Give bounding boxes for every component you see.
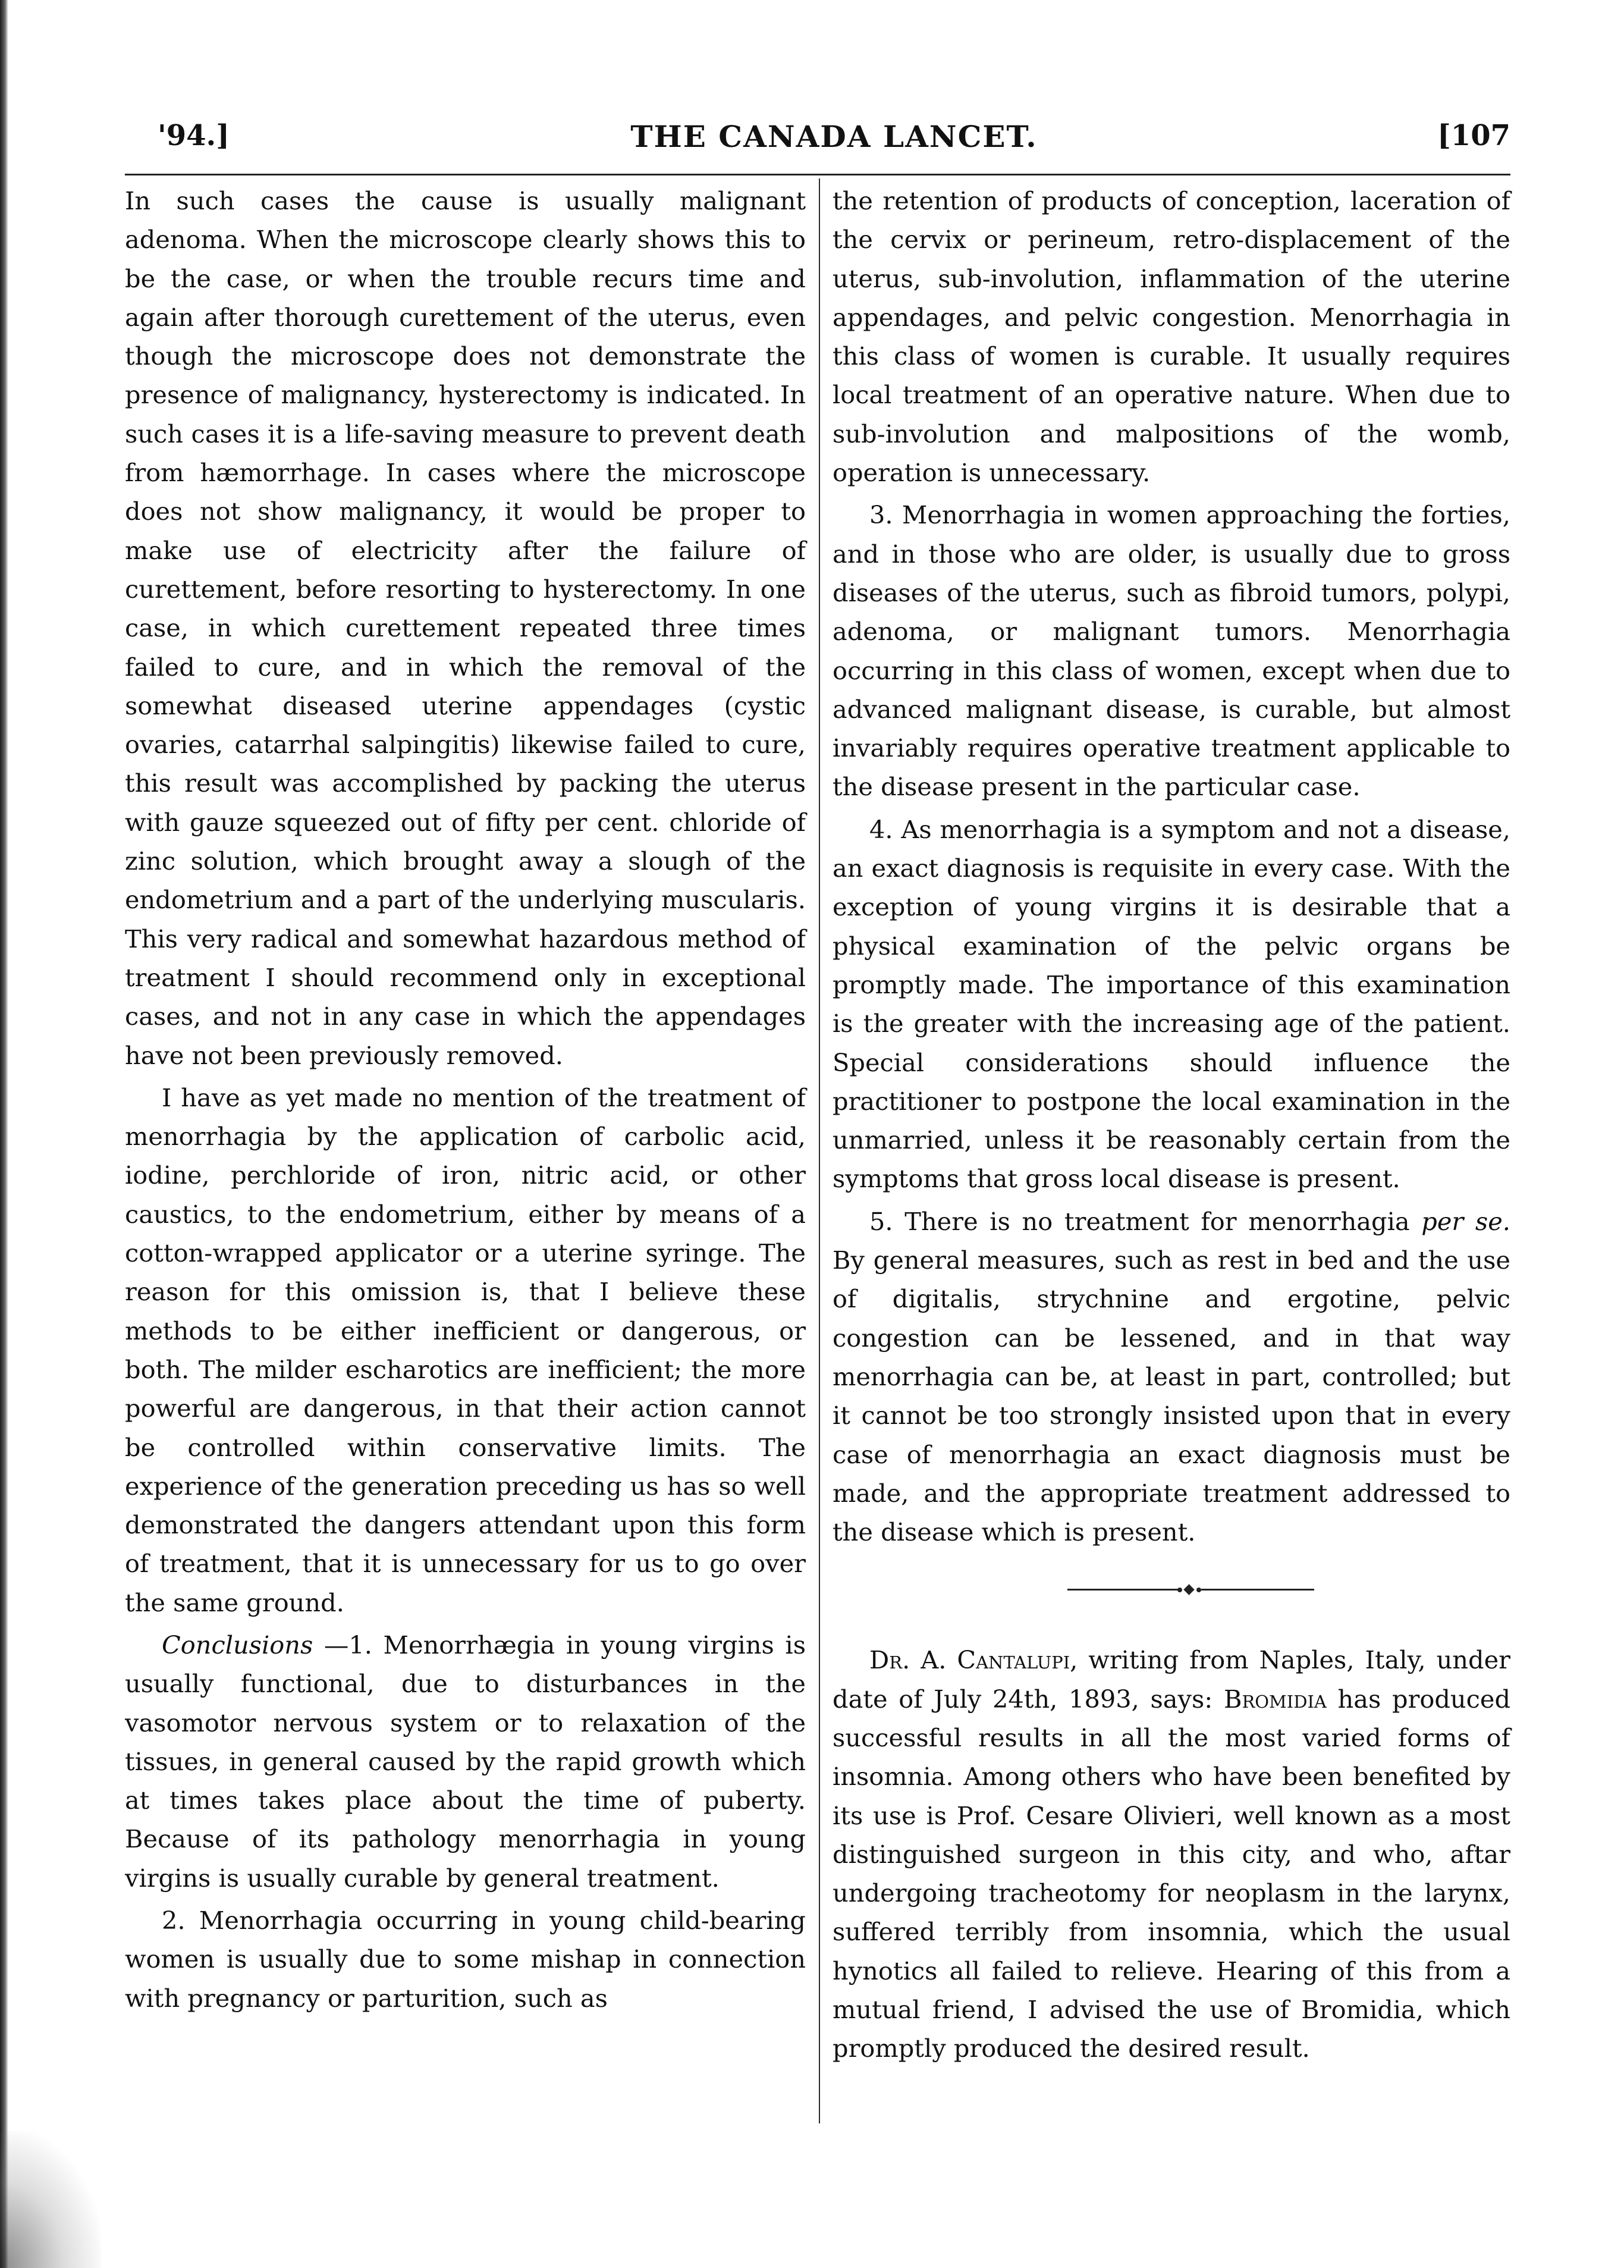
paragraph-caustics: I have as yet made no mention of the treatment of menorrhagia by the application of carbolic acid, iodine, perchloride of iron, nitric acid, or other caustics, to the endometrium, either by means of a cotton-wrapped applicator or a uterine syringe. The reason for this omission is, that I believe these methods to be either inefficient or dangerous, or both. The milder escharotics are inefficient; the more powerful are dangerous, in that their action cannot be controlled within conservative limits. The experience of the generation preceding us has so well demonstrated the dangers attendant upon this form of treatment, that it is unnecessary for us to go over the same ground.	[125, 1083, 806, 1617]
column-divider	[819, 178, 820, 2123]
section-ornament	[833, 1551, 1510, 1640]
conclusions-1-text: —1. Menorrhægia in young virgins is usually functional, due to disturbances in the vasomotor nervous system or to relaxation of the tissues, in general caused by the rapid growth which at times takes place about the time of puberty. Because of its pathology menorrhagia in young virgins is usually curable by general treatment.	[125, 1630, 806, 1893]
ornament-line-right	[1201, 1589, 1314, 1591]
ornament-dot-right	[1196, 1588, 1201, 1592]
paragraph-conclusions-4: 4. As menorrhagia is a symptom and not a disease, an exact diagnosis is requisite in every case. With the exception of young virgins it is desirable that a physical examination of the pelvic organs be promptly made. The importance of this examination is the greater with the increasing age of the patient. Special considerations should influence the practitioner to postpone the local examination in the unmarried, unless it be reasonably certain from the symptoms that gross local disease is present.	[833, 814, 1510, 1194]
page-binding-edge	[0, 0, 8, 2268]
page-corner-smudge	[0, 2131, 101, 2268]
header-rule	[125, 174, 1510, 175]
paragraph-conclusions-2-continued: the retention of products of conception, laceration of the cervix or perineum, retro-displacement of the uterus, sub-involution, inflammation of the uterine appendages, and pelvic congestion. Menorrhagia in this class of women is curable. It usually requires local treatment of an operative nature. When due to sub-involution and malpositions of the womb, operation is unnecessary.	[833, 186, 1510, 488]
paragraph-bromidia-testimonial	[833, 1640, 1510, 2068]
journal-title: THE CANADA LANCET.	[630, 119, 1038, 154]
author-name: Dr. A. Cantalupi,	[869, 1645, 1078, 1675]
conclusions-5-text-a: 5. There is no treatment for menorrhagia	[869, 1206, 1422, 1236]
running-header	[158, 119, 1510, 172]
ornament-dot-left	[1177, 1588, 1182, 1592]
paragraph-malignant-adenoma: In such cases the cause is usually malignant adenoma. When the microscope clearly shows this to be the case, or when the trouble recurs time and again after thorough curettement of the uterus, even though the microscope does not demonstrate the presence of malignancy, hysterectomy is indicated. In such cases it is a life-saving measure to prevent death from hæmorrhage. In cases where the microscope does not show malignancy, it would be proper to make use of electricity after the failure of curettement, before resorting to hysterectomy. In one case, in which curettement repeated three times failed to cure, and in which the removal of the somewhat diseased uterine appendages (cystic ovaries, catarrhal salpingitis) likewise failed to cure, this result was accomplished by packing the uterus with gauze squeezed out of fifty per cent. chloride of zinc solution, which brought away a slough of the endometrium and a part of the underlying muscularis. This very radical and somewhat hazardous method of treatment I should recommend only in exceptional cases, and not in any case in which the appendages have not been previously removed.	[125, 186, 806, 1070]
left-column	[125, 181, 806, 2018]
product-name: Bromidia	[1223, 1684, 1327, 1714]
ornament-diamond	[1183, 1585, 1194, 1595]
bromidia-text-a: writing from Naples, Italy, under date of July 24th, 1893, says:	[833, 1645, 1510, 1714]
ornament-line-left	[1067, 1589, 1180, 1591]
paragraph-conclusions-5	[833, 1202, 1510, 1552]
right-column	[833, 181, 1510, 2068]
conclusions-heading: Conclusions	[162, 1630, 313, 1660]
paragraph-conclusions-1	[125, 1626, 806, 1897]
page-number: [107	[1437, 119, 1510, 152]
bromidia-text-b: has produced successful results in all the most varied forms of insomnia. Among others who have been benefited by its use is Prof. Cesare Olivieri, well known as a most distinguished surgeon in this city, and who, aftar undergoing tracheotomy for neoplasm in the larynx, suffered terribly from insomnia, which the usual hynotics all failed to relieve. Hearing of this from a mutual friend, I advised the use of Bromidia, which promptly produced the desired result.	[833, 1684, 1511, 2063]
per-se-italic: per se.	[1421, 1206, 1510, 1236]
header-year: '94.]	[158, 119, 230, 152]
conclusions-5-text-b: By general measures, such as rest in bed and the use of digitalis, strychnine and ergotine, pelvic congestion can be lessened, and in that way menorrhagia can be, at least in part, controlled; but it cannot be too strongly insisted upon that in every case of menorrhagia an exact diagnosis must be made, and the appropriate treatment addressed to the disease which is present.	[833, 1246, 1510, 1547]
paragraph-conclusions-2: 2. Menorrhagia occurring in young child-bearing women is usually due to some mishap in connection with pregnancy or parturition, such as	[125, 1906, 806, 2013]
paragraph-conclusions-3: 3. Menorrhagia in women approaching the forties, and in those who are older, is usually due to gross diseases of the uterus, such as fibroid tumors, polypi, adenoma, or malignant tumors. Menorrhagia occurring in this class of women, except when due to advanced malignant disease, is curable, but almost invariably requires operative treatment applicable to the disease present in the particular case.	[833, 500, 1510, 802]
